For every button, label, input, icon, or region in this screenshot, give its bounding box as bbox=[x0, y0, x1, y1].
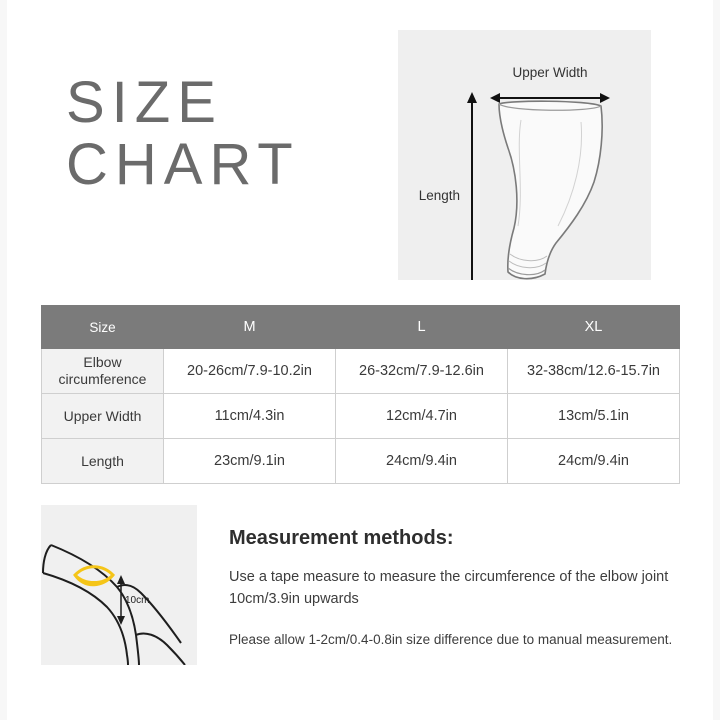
length-label: Length bbox=[418, 188, 460, 203]
header-size: Size bbox=[42, 306, 164, 349]
row-label-length: Length bbox=[42, 439, 164, 484]
size-table-wrapper bbox=[41, 305, 679, 484]
elbow-sleeve-illustration bbox=[398, 30, 651, 280]
size-table bbox=[41, 305, 680, 484]
row-label-line-1: Elbow bbox=[83, 354, 122, 370]
cell-elbow-l: 26-32cm/7.9-12.6in bbox=[336, 349, 508, 394]
measurement-title: Measurement methods: bbox=[229, 527, 454, 549]
upper-width-label: Upper Width bbox=[512, 65, 588, 80]
cell-upper-width-l: 12cm/4.7in bbox=[336, 394, 508, 439]
measurement-text-block bbox=[229, 527, 679, 650]
header-m: M bbox=[164, 306, 336, 349]
row-label-upper-width: Upper Width bbox=[42, 394, 164, 439]
row-label-line-2: circumference bbox=[58, 371, 147, 387]
arm-diagram-svg bbox=[41, 505, 197, 665]
header-l: L bbox=[336, 306, 508, 349]
table-row bbox=[42, 394, 680, 439]
arm-measure-illustration bbox=[41, 505, 197, 665]
table-header-row bbox=[42, 306, 680, 349]
title-line-2: CHART bbox=[66, 132, 300, 197]
product-diagram bbox=[398, 30, 651, 280]
table-row bbox=[42, 349, 680, 394]
cell-upper-width-m: 11cm/4.3in bbox=[164, 394, 336, 439]
measurement-paragraph-2: Please allow 1-2cm/0.4-0.8in size difference due to manual measurement. bbox=[229, 632, 673, 647]
measurement-paragraph-1: Use a tape measure to measure the circumference of the elbow joint 10cm/3.9in upwards bbox=[229, 569, 669, 607]
table-row bbox=[42, 439, 680, 484]
cell-upper-width-xl: 13cm/5.1in bbox=[508, 394, 680, 439]
cell-elbow-m: 20-26cm/7.9-10.2in bbox=[164, 349, 336, 394]
page-edge-left bbox=[0, 0, 7, 720]
row-label-elbow-circumference bbox=[42, 349, 164, 394]
title-line-1: SIZE bbox=[66, 70, 223, 135]
cell-length-l: 24cm/9.4in bbox=[336, 439, 508, 484]
page-edge-right bbox=[713, 0, 720, 720]
cell-elbow-xl: 32-38cm/12.6-15.7in bbox=[508, 349, 680, 394]
cell-length-m: 23cm/9.1in bbox=[164, 439, 336, 484]
page-title bbox=[66, 72, 386, 196]
cell-length-xl: 24cm/9.4in bbox=[508, 439, 680, 484]
header-xl: XL bbox=[508, 306, 680, 349]
arm-callout-label: 10cm bbox=[125, 595, 150, 606]
